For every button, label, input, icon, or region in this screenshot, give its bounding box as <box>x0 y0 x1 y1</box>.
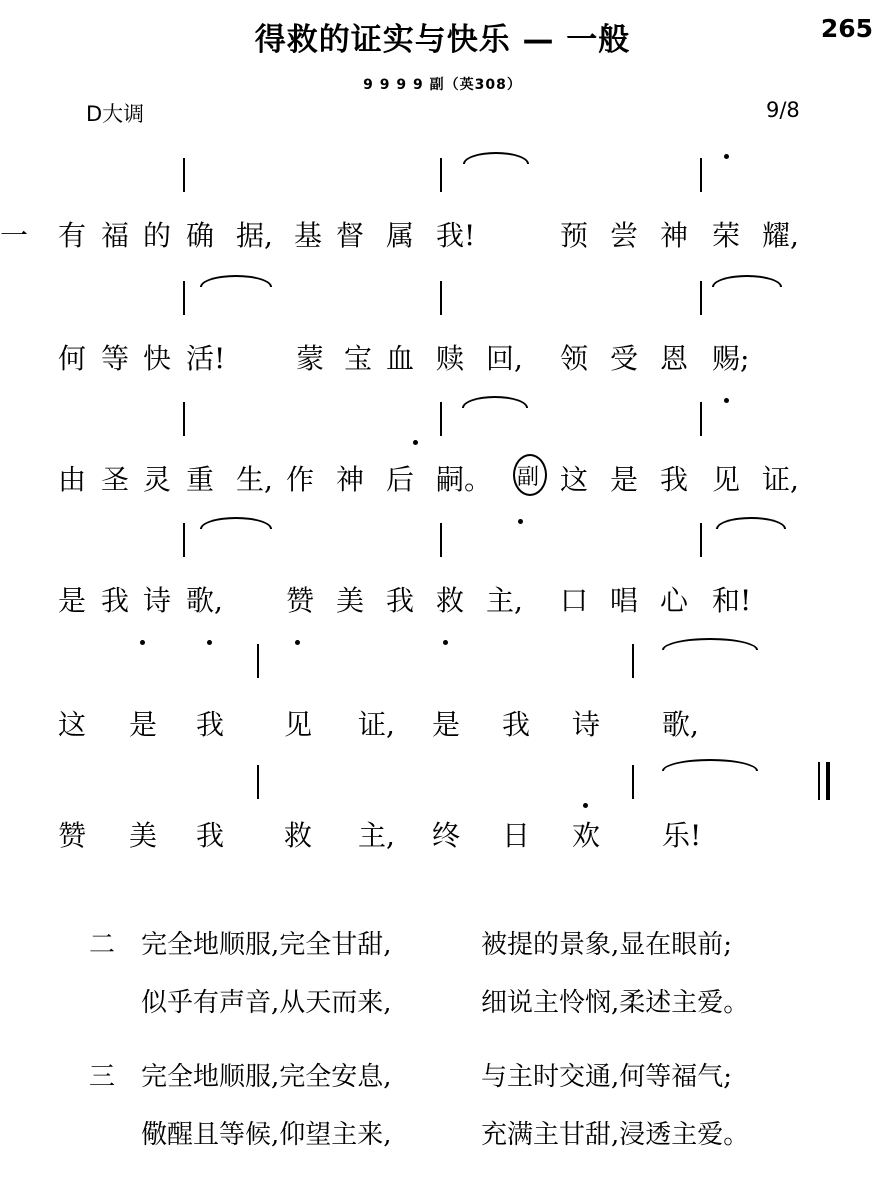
verse-line: 儆醒且等候,仰望主来, <box>141 1120 392 1150</box>
lyric-syllable: 主, <box>358 819 395 852</box>
lyric-syllable: 歌, <box>662 708 699 741</box>
tie-arc <box>463 152 529 164</box>
lyric-syllable: 何 <box>58 342 87 375</box>
lyric-syllable: 后 <box>386 463 415 496</box>
octave-high-dot <box>443 640 448 645</box>
lyric-syllable: 救 <box>436 584 465 617</box>
lyric-syllable: 赐; <box>712 342 750 375</box>
lyric-syllable: 我! <box>436 219 476 252</box>
lyric-syllable: 赞 <box>286 584 315 617</box>
verse-line: 完全地顺服,完全安息, <box>141 1062 392 1092</box>
barline <box>700 402 702 436</box>
lyric-syllable: 领 <box>560 342 589 375</box>
lyric-syllable: 受 <box>610 342 639 375</box>
barline <box>700 523 702 557</box>
barline <box>183 402 185 436</box>
octave-high-dot <box>724 398 729 403</box>
time-signature: 9/8 <box>766 98 800 122</box>
octave-high-dot <box>140 640 145 645</box>
lyric-syllable: 我 <box>660 463 689 496</box>
lyric-syllable: 是 <box>610 463 639 496</box>
lyric-syllable: 属 <box>386 219 415 252</box>
lyric-syllable: 主, <box>486 584 523 617</box>
verse-number: 三 <box>89 1062 116 1092</box>
lyric-syllable: 的 <box>143 219 172 252</box>
octave-high-dot <box>295 640 300 645</box>
octave-high-dot <box>518 519 523 524</box>
verse-line: 细说主怜悯,柔述主爱。 <box>481 988 750 1018</box>
lyric-syllable: 快 <box>143 342 172 375</box>
lyric-syllable: 我 <box>196 708 225 741</box>
lyric-syllable: 口 <box>560 584 589 617</box>
barline <box>257 765 259 799</box>
barline <box>440 402 442 436</box>
lyric-syllable: 恩 <box>660 342 689 375</box>
tie-arc <box>716 517 786 529</box>
lyric-syllable: 由 <box>58 463 87 496</box>
barline <box>183 158 185 192</box>
lyric-syllable: 我 <box>502 708 531 741</box>
lyric-syllable: 预 <box>560 219 589 252</box>
octave-low-dot <box>413 440 418 445</box>
octave-low-dot <box>583 803 588 808</box>
lyric-syllable: 赎 <box>436 342 465 375</box>
verse-line: 完全地顺服,完全甘甜, <box>141 930 392 960</box>
lyric-syllable: 基 <box>294 219 323 252</box>
lyric-syllable: 有 <box>58 219 87 252</box>
lyric-syllable: 耀, <box>762 219 799 252</box>
lyric-syllable: 生, <box>236 463 273 496</box>
tie-arc <box>662 759 758 771</box>
lyric-syllable: 荣 <box>712 219 741 252</box>
lyric-syllable: 回, <box>486 342 523 375</box>
barline <box>440 523 442 557</box>
lyric-syllable: 神 <box>660 219 689 252</box>
lyric-syllable: 歌, <box>186 584 223 617</box>
lyric-syllable: 福 <box>101 219 130 252</box>
lyric-syllable: 尝 <box>610 219 639 252</box>
verse-line: 与主时交通,何等福气; <box>481 1062 733 1092</box>
octave-high-dot <box>724 154 729 159</box>
lyric-syllable: 美 <box>129 819 158 852</box>
barline <box>257 644 259 678</box>
hymn-title: 得救的证实与快乐 — 一般 <box>254 22 631 58</box>
verse-line: 充满主甘甜,浸透主爱。 <box>481 1120 750 1150</box>
lyric-syllable: 诗 <box>143 584 172 617</box>
lyric-syllable: 圣 <box>101 463 130 496</box>
lyric-syllable: 一 <box>0 219 29 252</box>
barline <box>440 158 442 192</box>
tie-arc <box>462 396 528 408</box>
refrain-label: 副 <box>517 465 540 490</box>
lyric-syllable: 证, <box>358 708 395 741</box>
page-number: 265 <box>820 14 873 43</box>
lyric-syllable: 神 <box>336 463 365 496</box>
tie-arc <box>200 517 272 529</box>
key-signature: D大调 <box>86 102 145 126</box>
lyric-syllable: 灵 <box>143 463 172 496</box>
lyric-syllable: 血 <box>386 342 415 375</box>
lyric-syllable: 终 <box>432 819 461 852</box>
lyric-syllable: 这 <box>560 463 589 496</box>
lyric-syllable: 心 <box>660 584 689 617</box>
tie-arc <box>662 638 758 650</box>
barline <box>632 765 634 799</box>
lyric-syllable: 我 <box>386 584 415 617</box>
lyric-syllable: 是 <box>58 584 87 617</box>
verse-line: 被提的景象,显在眼前; <box>481 930 733 960</box>
lyric-syllable: 唱 <box>610 584 639 617</box>
octave-high-dot <box>207 640 212 645</box>
lyric-syllable: 见 <box>284 708 313 741</box>
lyric-syllable: 确 <box>186 219 215 252</box>
lyric-syllable: 是 <box>129 708 158 741</box>
lyric-syllable: 赞 <box>58 819 87 852</box>
lyric-syllable: 嗣。 <box>436 463 493 496</box>
lyric-syllable: 这 <box>58 708 87 741</box>
lyric-syllable: 蒙 <box>296 342 325 375</box>
lyric-syllable: 活! <box>186 342 226 375</box>
lyric-syllable: 我 <box>196 819 225 852</box>
lyric-syllable: 宝 <box>344 342 373 375</box>
lyric-syllable: 见 <box>712 463 741 496</box>
meter-info: 9 9 9 9 副（英308） <box>363 77 522 93</box>
barline <box>183 523 185 557</box>
lyric-syllable: 乐! <box>662 819 702 852</box>
lyric-syllable: 日 <box>502 819 531 852</box>
lyric-syllable: 和! <box>712 584 752 617</box>
lyric-syllable: 美 <box>336 584 365 617</box>
verse-line: 似乎有声音,从天而来, <box>141 988 392 1018</box>
lyric-syllable: 救 <box>284 819 313 852</box>
lyric-syllable: 重 <box>186 463 215 496</box>
barline <box>183 281 185 315</box>
barline <box>632 644 634 678</box>
final-barline <box>826 762 830 800</box>
lyric-syllable: 等 <box>101 342 130 375</box>
lyric-syllable: 作 <box>286 463 315 496</box>
barline <box>440 281 442 315</box>
lyric-syllable: 欢 <box>572 819 601 852</box>
lyric-syllable: 是 <box>432 708 461 741</box>
lyric-syllable: 据, <box>236 219 273 252</box>
lyric-syllable: 我 <box>101 584 130 617</box>
barline <box>700 281 702 315</box>
tie-arc <box>200 275 272 287</box>
lyric-syllable: 督 <box>336 219 365 252</box>
barline <box>700 158 702 192</box>
tie-arc <box>712 275 782 287</box>
lyric-syllable: 诗 <box>572 708 601 741</box>
final-barline <box>818 762 820 800</box>
verse-number: 二 <box>89 930 116 960</box>
lyric-syllable: 证, <box>762 463 799 496</box>
